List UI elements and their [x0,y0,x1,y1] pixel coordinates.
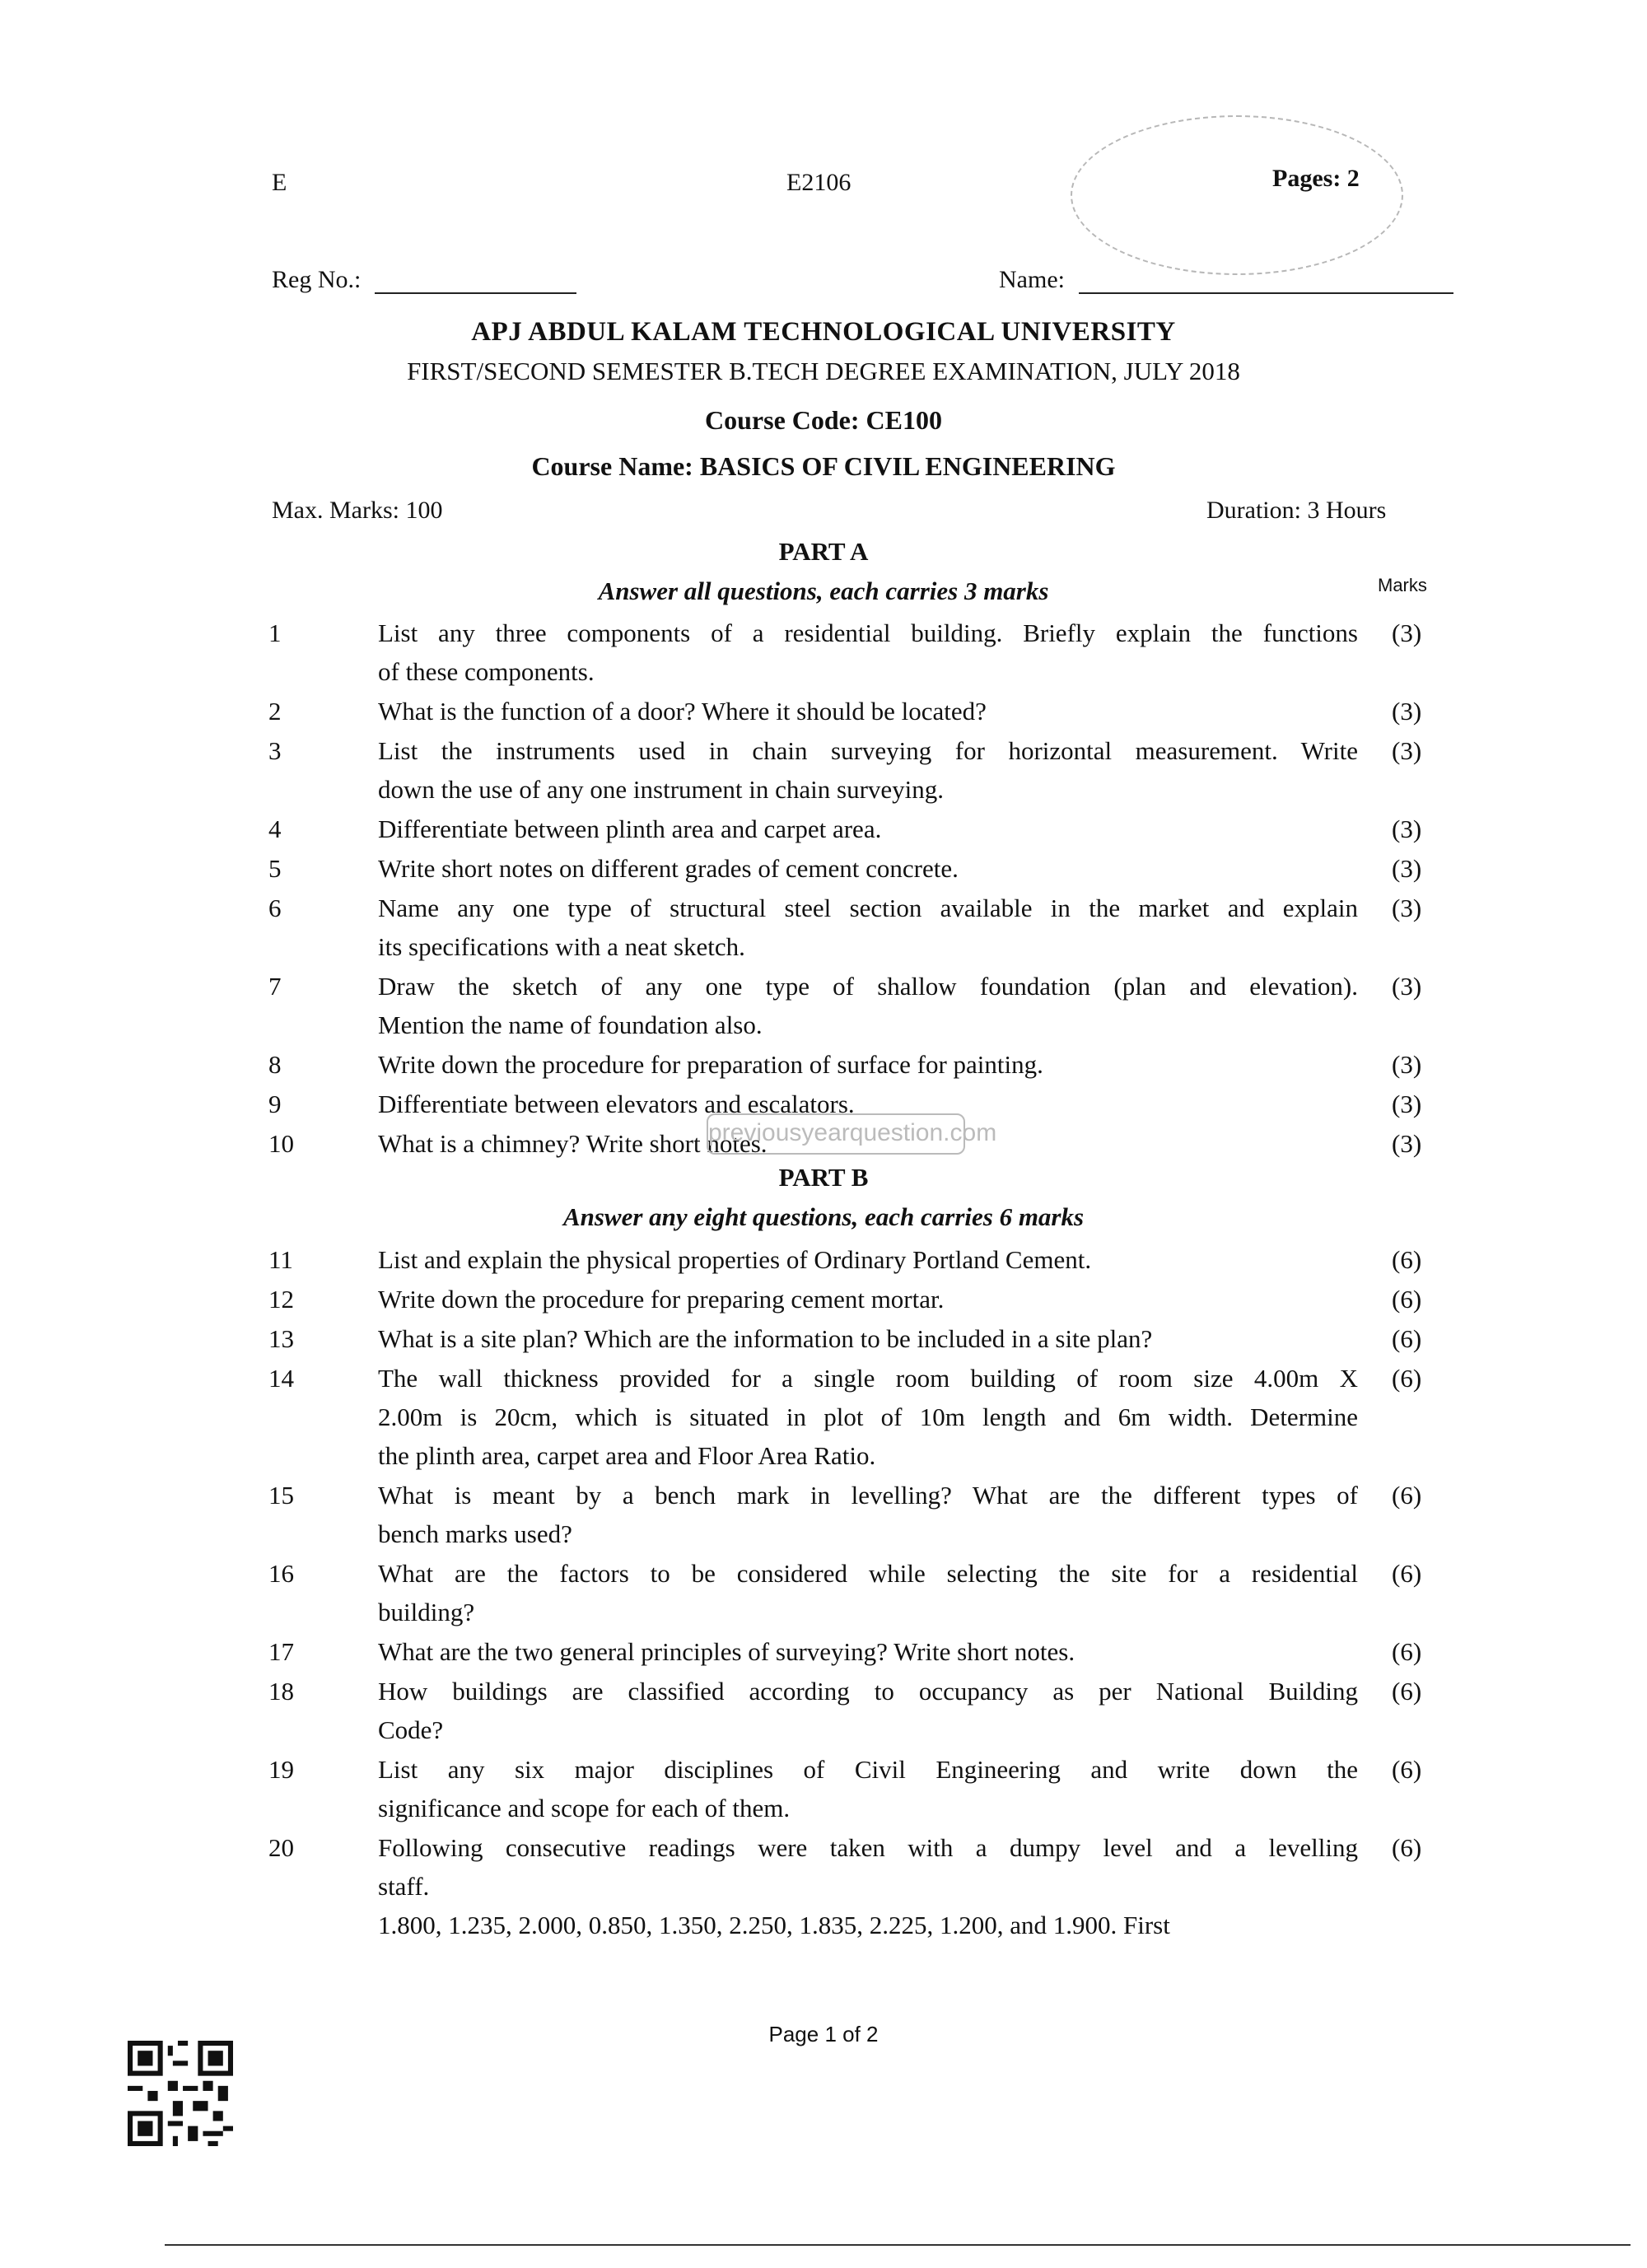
series-letter: E [272,169,287,196]
page-number: Page 1 of 2 [768,2022,879,2046]
marks-heading: Marks [1378,575,1427,595]
question-text-line: List any three components of a residential building. Briefly explain the functions [378,618,1358,647]
name-line [1079,292,1453,294]
part-a-heading: PART A [778,537,869,566]
question-number: 15 [268,1481,294,1510]
question-text-line: What is meant by a bench mark in levelling? What are the different types of [378,1481,1358,1510]
question-marks: (6) [1392,1245,1422,1274]
question-text-line: What is a site plan? Which are the information to be included in a site plan? [378,1324,1153,1353]
question-text [378,889,1358,966]
question-text-line: building? [378,1598,475,1626]
part-b-instruction: Answer any eight questions, each carries 6 marks [562,1202,1085,1231]
question-number: 12 [268,1285,294,1314]
question-text [378,849,1358,888]
question-marks: (3) [1392,972,1422,1001]
question-marks: (6) [1392,1324,1422,1353]
question-number: 13 [268,1324,294,1353]
question-text [378,1554,1358,1631]
question-marks: (3) [1392,1129,1422,1158]
question-text [378,1750,1358,1827]
question-text-line: Write short notes on different grades of cement concrete. [378,854,959,883]
question-marks: (3) [1392,1050,1422,1079]
question-text [378,1045,1358,1084]
library-stamp [1071,115,1403,275]
question-text-line: 2.00m is 20cm, which is situated in plot of 10m length and 6m width. Determine [378,1402,1358,1431]
question-text-line: Differentiate between plinth area and carpet area. [378,814,882,843]
question-marks: (6) [1392,1755,1422,1784]
scan-edge-line [165,2244,1631,2246]
question-marks: (3) [1392,736,1422,765]
part-b-heading: PART B [778,1163,869,1192]
question-number: 16 [268,1559,294,1588]
question-text [378,1280,1358,1318]
question-text-line: What are the two general principles of surveying? Write short notes. [378,1637,1075,1666]
question-text-line: Code? [378,1715,444,1744]
question-text-line: Name any one type of structural steel section available in the market and explain [378,894,1358,922]
question-number: 10 [268,1129,294,1158]
question-text-line: bench marks used? [378,1519,572,1548]
question-text [378,1240,1358,1279]
question-number: 20 [268,1833,294,1862]
question-text-line: Write down the procedure for preparation of surface for painting. [378,1050,1043,1079]
question-marks: (6) [1392,1559,1422,1588]
question-text-line: Draw the sketch of any one type of shallow foundation (plan and elevation). [378,972,1358,1001]
question-text-line: The wall thickness provided for a single room building of room size 4.00m X [378,1364,1358,1393]
question-marks: (3) [1392,618,1422,647]
question-text [378,1828,1358,1944]
question-number: 5 [268,854,282,883]
course-code: Course Code: CE100 [705,405,942,435]
question-text-line: Following consecutive readings were taken with a dumpy level and a levelling [378,1833,1358,1862]
question-number: 18 [268,1677,294,1706]
name-label: Name: [999,266,1065,293]
question-number: 4 [268,814,282,843]
question-text [378,1672,1358,1749]
question-text-line: List the instruments used in chain surveying for horizontal measurement. Write [378,736,1358,765]
question-marks: (6) [1392,1285,1422,1314]
question-marks: (6) [1392,1481,1422,1510]
question-number: 8 [268,1050,282,1079]
question-text-line: the plinth area, carpet area and Floor Area Ratio. [378,1441,876,1470]
question-text-line: down the use of any one instrument in chain surveying. [378,775,945,804]
question-text [378,731,1358,809]
qr-code-icon [128,2041,233,2146]
paper-code: E2106 [786,169,851,196]
exam-title: FIRST/SECOND SEMESTER B.TECH DEGREE EXAMINATION, JULY 2018 [407,357,1240,385]
question-marks: (6) [1392,1637,1422,1666]
university-name: APJ ABDUL KALAM TECHNOLOGICAL UNIVERSITY [471,317,1176,347]
reg-no-line [375,292,576,294]
question-marks: (3) [1392,1090,1422,1118]
question-marks: (3) [1392,697,1422,726]
question-marks: (3) [1392,854,1422,883]
question-marks: (6) [1392,1677,1422,1706]
pages-label: Pages: 2 [1272,165,1360,192]
part-a-instruction: Answer all questions, each carries 3 marks [598,576,1049,605]
question-marks: (3) [1392,814,1422,843]
question-text-line: its specifications with a neat sketch. [378,932,745,961]
question-text [378,967,1358,1044]
question-marks: (6) [1392,1364,1422,1393]
reg-no-label: Reg No.: [272,266,362,293]
question-text-line: Mention the name of foundation also. [378,1010,763,1039]
question-text-line: significance and scope for each of them. [378,1794,791,1822]
question-text [378,1476,1358,1553]
question-text-line: What are the factors to be considered while selecting the site for a residential [378,1559,1358,1588]
question-text-line: List any six major disciplines of Civil Engineering and write down the [378,1755,1358,1784]
question-text-line: How buildings are classified according to occupancy as per National Building [378,1677,1358,1706]
question-text-line: 1.800, 1.235, 2.000, 0.850, 1.350, 2.250, 1.835, 2.225, 1.200, and 1.900. First [378,1911,1170,1939]
question-text [378,1319,1358,1358]
question-text [378,810,1358,848]
question-number: 6 [268,894,282,922]
question-number: 14 [268,1364,294,1393]
question-text-line: Differentiate between elevators and escalators. [378,1090,855,1118]
duration: Duration: 3 Hours [1206,497,1387,524]
question-number: 1 [268,618,282,647]
question-number: 2 [268,697,282,726]
question-number: 11 [268,1245,293,1274]
watermark: previousyearquestion.com [707,1113,965,1155]
question-text [378,614,1358,691]
question-number: 7 [268,972,282,1001]
question-text-line: List and explain the physical properties of Ordinary Portland Cement. [378,1245,1092,1274]
question-marks: (6) [1392,1833,1422,1862]
question-number: 19 [268,1755,294,1784]
question-number: 9 [268,1090,282,1118]
question-text-line: What is the function of a door? Where it should be located? [378,697,987,726]
question-number: 3 [268,736,282,765]
course-name: Course Name: BASICS OF CIVIL ENGINEERING [531,451,1116,481]
question-text-line: staff. [378,1872,430,1901]
question-text [378,1359,1358,1475]
max-marks: Max. Marks: 100 [272,497,443,524]
question-text [378,692,1358,730]
question-text-line: What is a chimney? Write short notes. [378,1129,768,1158]
question-text-line: Write down the procedure for preparing cement mortar. [378,1285,945,1314]
question-text [378,1632,1358,1671]
question-text-line: of these components. [378,657,595,686]
question-number: 17 [268,1637,294,1666]
question-marks: (3) [1392,894,1422,922]
